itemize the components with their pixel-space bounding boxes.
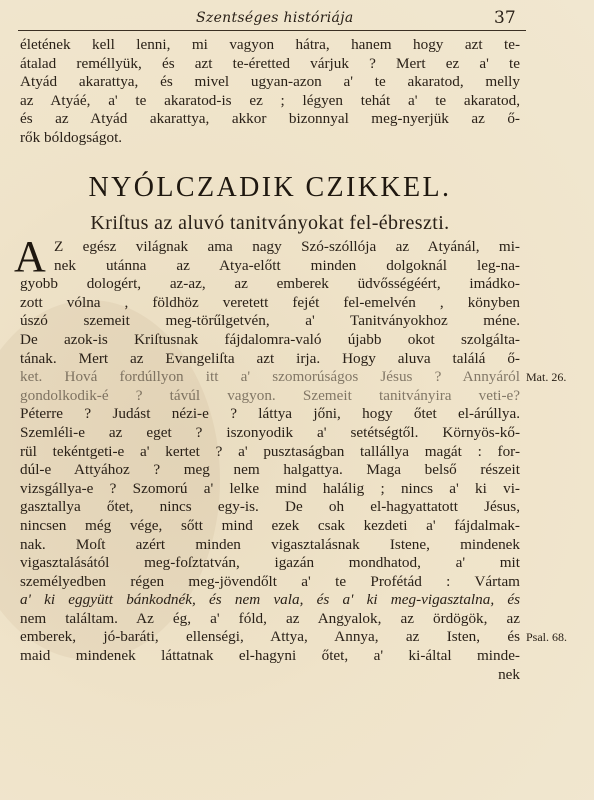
text-line: Atyád akarattya, és mivel ugyan-azon a' te akaratod, melly — [20, 73, 520, 91]
text-line: a' ki eggyütt bánkodnék, és nem vala, és a' ki meg-vigasztalna, és — [20, 591, 520, 609]
running-title: Szentséges históriája — [196, 10, 354, 26]
page-header — [0, 6, 594, 28]
text-line: Péterre ? Judást nézi-e ? láttya jőni, hogy őtet el-árúllya. — [20, 405, 520, 423]
text-line: életének kell lenni, mi vagyon hátra, hanem hogy azt te- — [20, 36, 520, 53]
text-line: Z egész világnak ama nagy Szó-szóllója az Atyánál, mi- — [54, 238, 520, 255]
text-line: személyedben régen meg-jövendőlt a' te Profétád : Vártam — [20, 572, 520, 590]
text-line: dúl-e Attyához ? meg nem halgattya. Maga belső részeit — [20, 461, 520, 479]
text-line: De azok-is Kriſtusnak fájdalomra-való újabb okot szolgálta- — [20, 330, 520, 348]
text-line: emberek, jó-baráti, ellenségi, Attya, Annya, az Isten, és — [20, 628, 520, 646]
text-line: Szemléli-e az eget ? iszonyodik a' setétségtől. Környös-kő- — [20, 423, 520, 441]
text-line: rők bóldogságot. — [20, 128, 123, 146]
text-line: vizsgállya-e ? Szomorú a' lelke mind halálig ; nincs a' ki vi- — [20, 479, 520, 497]
chapter-heading: NYÓLCZADIK CZIKKEL. — [88, 172, 452, 203]
page-number: 37 — [494, 8, 516, 28]
text-line: rül tekéntgeti-e a' kertet ? a' pusztaságban tallállya magát : for- — [20, 442, 520, 460]
drop-cap: A — [14, 232, 46, 281]
text-line: gondolkodik-é ? távúl vagyon. Szemeit tanitványira veti-e? — [20, 386, 520, 404]
header-rule — [18, 30, 526, 31]
text-line: nak. Moſt azért minden vigasztalásnak Istene, mindenek — [20, 535, 520, 553]
text-line: nincsen még vége, sőtt mind ezek csak kezdeti a' fájdalmak- — [20, 516, 520, 534]
text-line: tának. Mert az Evangeliſta azt irja. Hogy aluva találá ő- — [20, 349, 520, 367]
text-line: vigasztalásától meg-foſztatván, igazán mondhatod, a' mit — [20, 554, 520, 572]
text-line: úszó szemeit meg-törűlgetvén, a' Tanitványokhoz méne. — [20, 312, 520, 330]
text-line: gyobb dologért, az-az, az emberek üdvősségéért, imádko- — [20, 275, 520, 293]
text-line: nek utánna az Atya-előtt minden dolgoknál leg-na- — [54, 256, 520, 274]
catchword: nek — [498, 665, 520, 683]
margin-note-matthew: Mat. 26. — [526, 370, 567, 384]
text-line: maid mindenek láttatnak el-hagyni őtet, a' ki-által minde- — [20, 647, 520, 665]
chapter-body — [20, 238, 520, 684]
top-paragraph — [20, 36, 520, 148]
text-line: átalad reméllyük, és azt te-éretted várjuk ? Mert ez a' te — [20, 54, 520, 72]
margin-note-psalm: Psal. 68. — [526, 630, 568, 644]
text-line: gasztallya őtet, nincs egy-is. De oh el-hagyattatott Jésus, — [20, 498, 520, 516]
text-line: zott vólna , földhöz veretett fejét fel-emelvén , könyben — [20, 293, 520, 311]
text-line: ket. Hová fordúllyon itt a' szomorúságos Jésus ? Annyáról — [20, 368, 520, 386]
text-line: nem találtam. Az ég, a' fóld, az Angyalok, az ördögök, az — [20, 609, 520, 627]
text-line: és az Atyád akarattya, akkor bizonnyal meg-nyerjük az ő- — [20, 110, 520, 128]
text-line: az Atyáé, a' te akaratod-is ez ; légyen tehát a' te akaratod, — [20, 91, 520, 109]
chapter-subheading: Kriſtus az aluvó tanitványokat fel-ébreszti. — [90, 212, 450, 234]
